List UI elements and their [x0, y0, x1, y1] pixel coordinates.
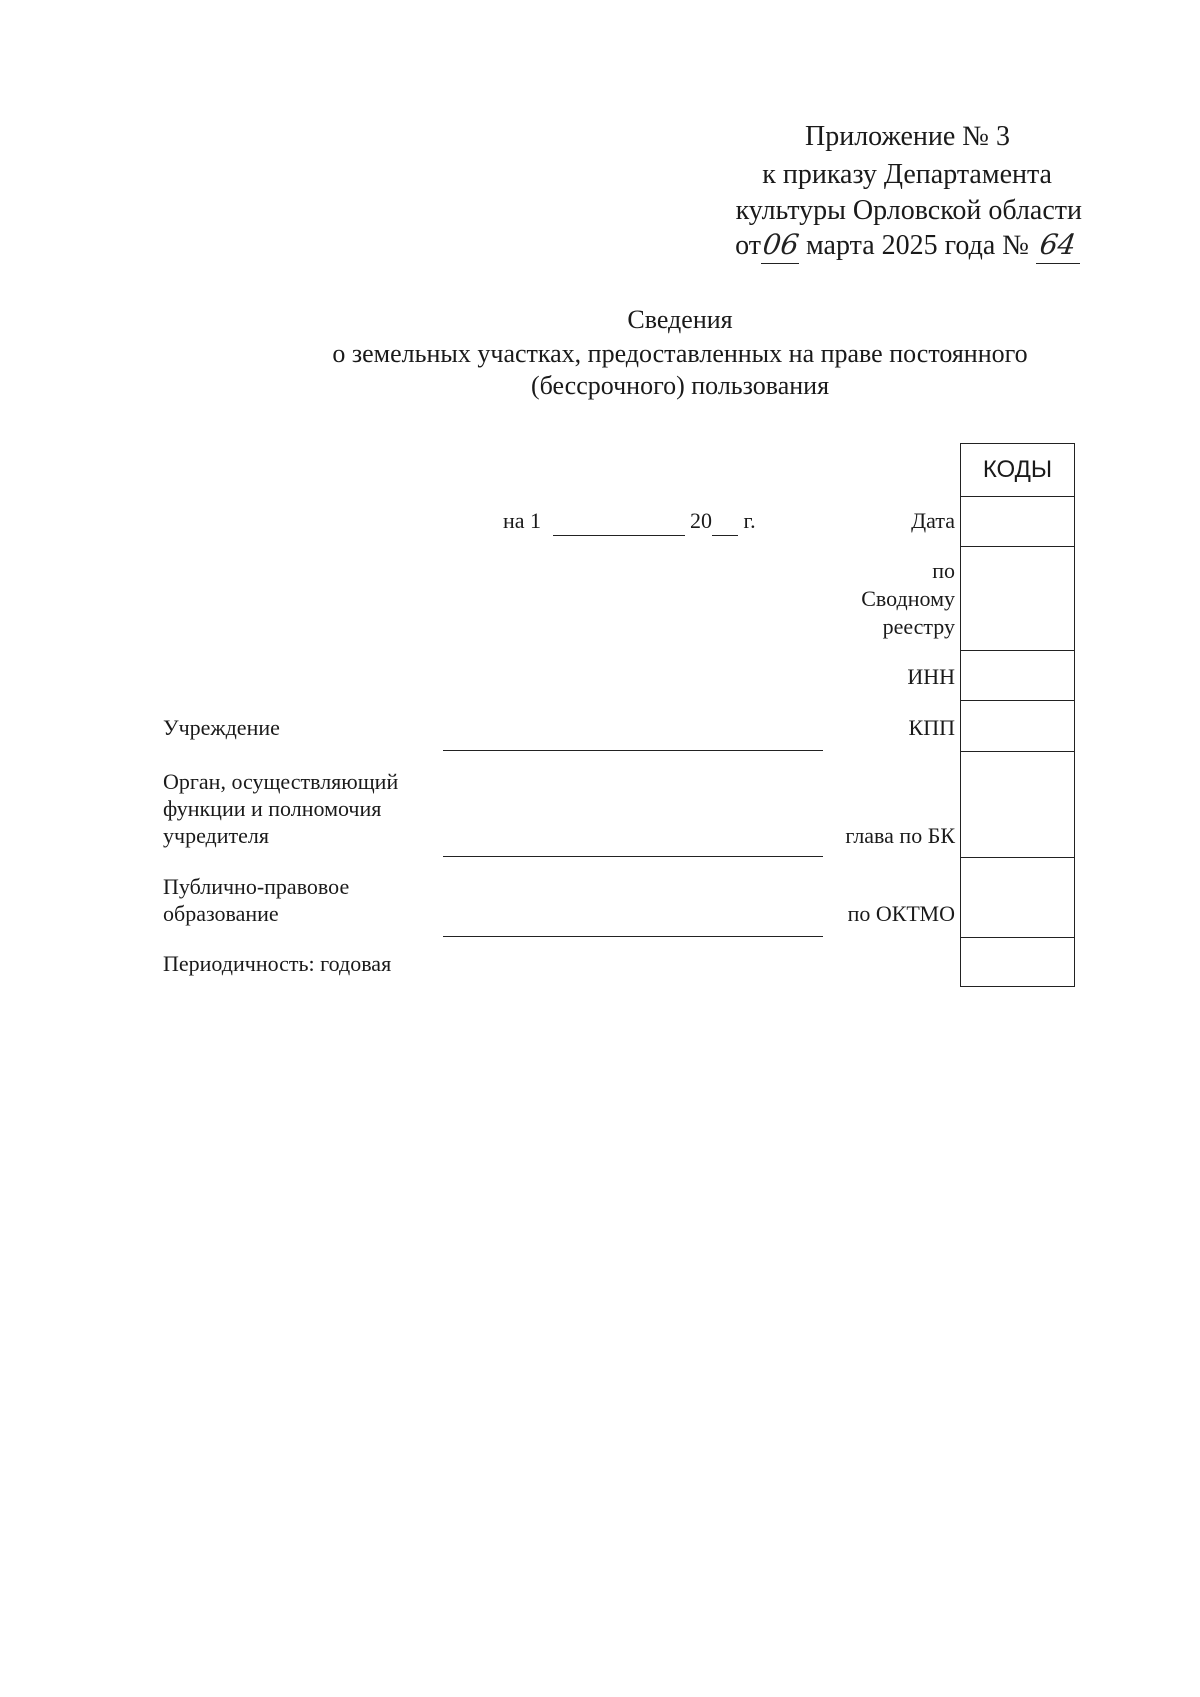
department-name: культуры Орловской области: [735, 195, 1082, 226]
founder-label-3: учредителя: [163, 823, 269, 848]
date-year-blank[interactable]: [712, 507, 738, 536]
order-reference: к приказу Департамента: [762, 159, 1052, 190]
codes-table: [960, 443, 1075, 987]
founder-label-1: Орган, осуществляющий: [163, 769, 399, 794]
code-cell-periodicity[interactable]: [961, 937, 1074, 985]
code-cell-oktmo[interactable]: [961, 857, 1074, 938]
code-cell-bk[interactable]: [961, 751, 1074, 858]
date-line-prefix: на 1: [503, 508, 542, 533]
date-middle: марта 2025 года №: [806, 230, 1029, 261]
institution-field-line[interactable]: [443, 750, 823, 751]
registry-label-2: Сводному: [861, 586, 955, 611]
institution-label: Учреждение: [163, 715, 280, 740]
date-code-label: Дата: [911, 508, 955, 533]
code-cell-date[interactable]: [961, 496, 1074, 547]
handwritten-day: 06: [761, 228, 799, 264]
code-cell-registry[interactable]: [961, 546, 1074, 651]
date-line-year: 20: [690, 508, 713, 533]
code-cell-inn[interactable]: [961, 650, 1074, 701]
form-subtitle-1: о земельных участках, предоставленных на праве постоянного: [332, 339, 1028, 368]
handwritten-order-number: 64: [1036, 228, 1080, 264]
order-date-line: [735, 228, 1080, 264]
report-date-line: [503, 507, 756, 536]
bk-label: глава по БК: [845, 823, 955, 848]
public-entity-label-1: Публично-правовое: [163, 874, 350, 899]
form-subtitle-2: (бессрочного) пользования: [530, 371, 830, 400]
appendix-number: Приложение № 3: [805, 121, 1010, 152]
periodicity-label: Периодичность: годовая: [163, 951, 392, 976]
founder-label-2: функции и полномочия: [163, 796, 382, 821]
codes-header: КОДЫ: [961, 444, 1074, 497]
registry-label-3: реестру: [882, 614, 955, 639]
inn-label: ИНН: [907, 664, 955, 689]
founder-field-line[interactable]: [443, 856, 823, 857]
date-prefix: от: [735, 230, 762, 261]
oktmo-label: по ОКТМО: [847, 901, 955, 926]
registry-label-1: по: [932, 558, 955, 583]
code-cell-kpp[interactable]: [961, 700, 1074, 752]
form-title: Сведения: [627, 305, 733, 334]
date-month-blank[interactable]: [553, 507, 685, 536]
kpp-label: КПП: [908, 715, 955, 740]
date-line-suffix: г.: [743, 508, 756, 533]
public-entity-label-2: образование: [163, 901, 279, 926]
public-entity-field-line[interactable]: [443, 936, 823, 937]
